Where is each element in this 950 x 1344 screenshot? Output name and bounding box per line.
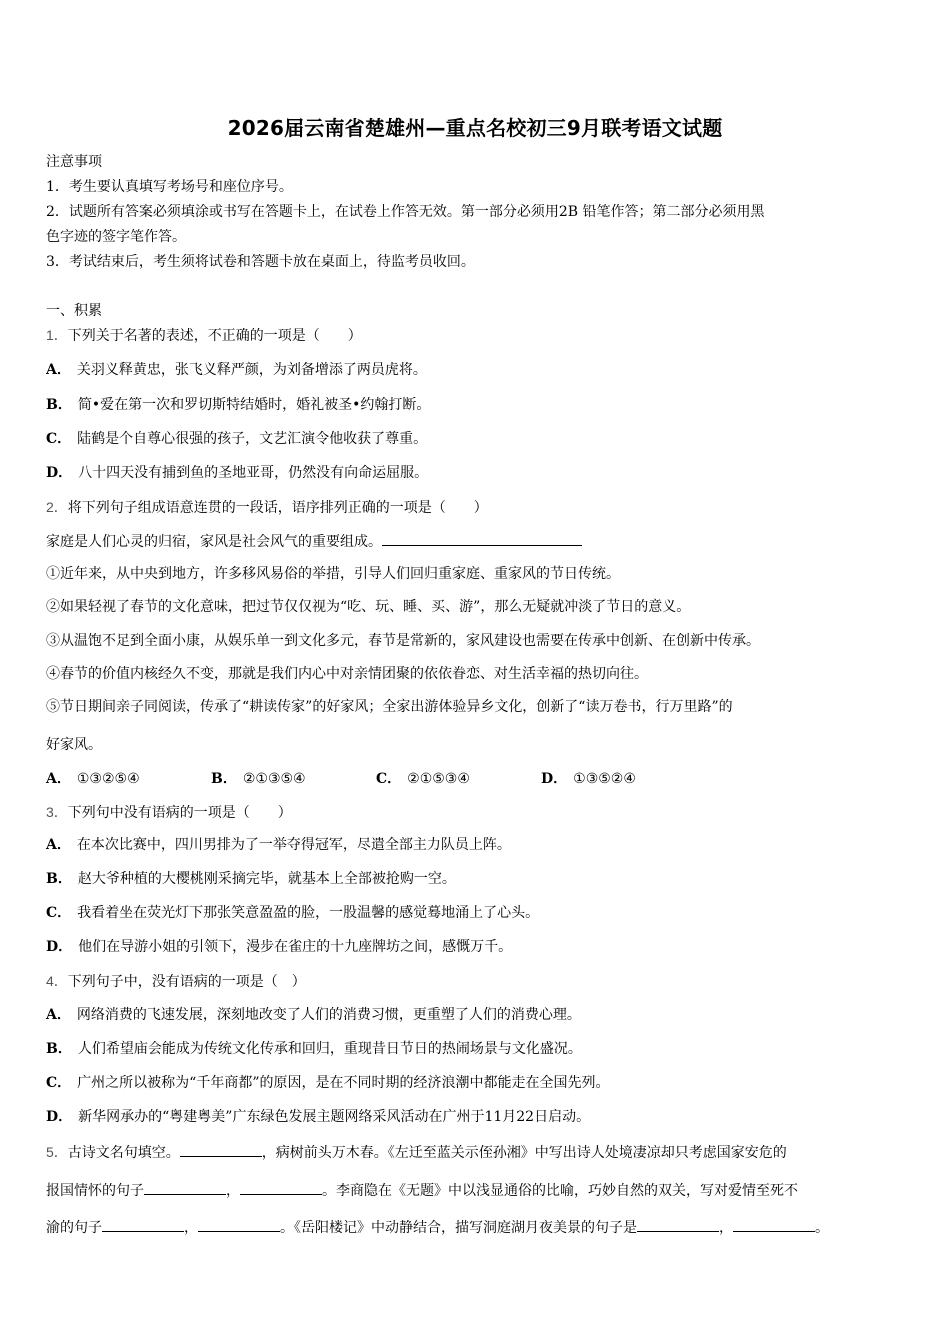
question-text: ，病树前头万木春。《左迁至蓝关示侄孙湘》中写出诗人处境凄凉却只考虑国家安危的 <box>261 1145 787 1161</box>
question-number: 1． <box>46 327 68 343</box>
option-d <box>541 768 706 788</box>
answer-blank <box>240 1180 322 1195</box>
option-text: 人们希望庙会能成为传统文化传承和回归，重现昔日节日的热闹场景与文化盛况。 <box>77 1041 582 1057</box>
option-letter: A． <box>46 1007 71 1023</box>
question-number: 5． <box>46 1144 68 1160</box>
question-text: ， <box>184 1220 198 1236</box>
option-letter: A． <box>46 362 71 378</box>
question-number: 2． <box>46 499 68 515</box>
option-a <box>46 835 511 855</box>
option-letter: C． <box>46 905 72 921</box>
notice-item: 1．考生要认真填写考场号和座位序号。 <box>46 179 293 195</box>
question-number: 4． <box>46 973 68 989</box>
question-text: ， <box>719 1220 733 1236</box>
question-text: 下列句中没有语病的一项是（ ） <box>67 805 292 821</box>
answer-blank <box>198 1217 280 1232</box>
sentence-5: ⑤节日期间亲子同阅读，传承了“耕读传家”的好家风；全家出游体验异乡文化，创新了“读万卷书，行万里路”的 <box>46 699 733 715</box>
notice-item: 3．考试结束后，考生须将试卷和答题卡放在桌面上，待监考员收回。 <box>46 254 475 270</box>
sentence-4: ④春节的价值内核经久不变，那就是我们内心中对亲情团聚的依依眷恋、对生活幸福的热切向往。 <box>46 666 648 682</box>
answer-blank <box>382 531 582 546</box>
sentence-5-cont: 好家风。 <box>46 737 102 753</box>
question-2-options <box>46 768 706 788</box>
question-text: 。李商隐在《无题》中以浅显通俗的比喻，巧妙自然的双关，写对爱情至死不 <box>322 1183 798 1199</box>
option-text: 八十四天没有捕到鱼的圣地亚哥，仍然没有向命运屈服。 <box>78 465 429 481</box>
option-a <box>46 360 427 380</box>
sentence-1: ①近年来，从中央到地方，许多移风易俗的举措，引导人们回归重家庭、重家风的节日传统。 <box>46 566 620 582</box>
question-2-lead <box>46 531 582 552</box>
answer-blank <box>102 1217 184 1232</box>
question-text: 。《岳阳楼记》中动静结合，描写洞庭湖月夜美景的句子是 <box>280 1220 637 1236</box>
question-text: 古诗文名句填空。 <box>67 1145 180 1161</box>
option-text: 广州之所以被称为“千年商都”的原因，是在不同时期的经济浪潮中都能走在全国先列。 <box>77 1075 610 1091</box>
option-text: 简•爱在第一次和罗切斯特结婚时，婚礼被圣•约翰打断。 <box>77 397 431 413</box>
question-text: 下列关于名著的表述，不正确的一项是（ ） <box>67 328 362 344</box>
option-text: 网络消费的飞速发展，深刻地改变了人们的消费习惯，更重塑了人们的消费心理。 <box>76 1007 581 1023</box>
notice-heading: 注意事项 <box>46 154 102 170</box>
option-text: ②①③⑤④ <box>242 771 306 787</box>
option-c <box>46 429 427 449</box>
option-text: ①③⑤②④ <box>573 771 636 787</box>
lead-sentence: 家庭是人们心灵的归宿，家风是社会风气的重要组成。 <box>46 534 382 550</box>
question-1-stem <box>46 325 362 346</box>
option-d <box>46 463 428 483</box>
option-letter: A． <box>46 771 71 787</box>
answer-blank <box>144 1180 226 1195</box>
page-title: 2026届云南省楚雄州—重点名校初三9月联考语文试题 <box>227 116 723 140</box>
question-text: 渝的句子 <box>46 1220 102 1236</box>
option-letter: D． <box>541 771 568 787</box>
option-letter: B． <box>46 1041 72 1057</box>
option-c <box>376 768 541 788</box>
question-text: 下列句子中，没有语病的一项是（ ） <box>67 974 306 990</box>
option-b <box>46 1039 582 1059</box>
answer-blank <box>733 1217 815 1232</box>
option-a <box>46 1005 581 1025</box>
option-text: 我看着坐在荧光灯下那张笑意盈盈的脸，一股温馨的感觉蓦地涌上了心头。 <box>77 905 540 921</box>
question-4-stem <box>46 971 306 992</box>
option-d <box>46 1107 590 1127</box>
option-text: ②①⑤③④ <box>407 771 470 787</box>
option-letter: D． <box>46 465 73 481</box>
option-a <box>46 768 211 788</box>
answer-blank <box>637 1217 719 1232</box>
option-c <box>46 903 539 923</box>
option-letter: B． <box>46 871 72 887</box>
question-5-line-2 <box>46 1180 798 1201</box>
option-c <box>46 1073 609 1093</box>
sentence-2: ②如果轻视了春节的文化意味，把过节仅仅视为“吃、玩、睡、买、游”，那么无疑就冲淡了节日的意义。 <box>46 599 691 615</box>
option-text: 关羽义释黄忠，张飞义释严颜，为刘备增添了两员虎将。 <box>76 362 427 378</box>
question-text: 。 <box>815 1220 829 1236</box>
question-text: 将下列句子组成语意连贯的一段话，语序排列正确的一项是（ ） <box>67 500 488 516</box>
option-letter: B． <box>46 397 72 413</box>
option-letter: D． <box>46 939 73 955</box>
option-letter: D． <box>46 1109 73 1125</box>
option-text: 新华网承办的“粤建粤美”广东绿色发展主题网络采风活动在广州于11月22日启动。 <box>78 1109 591 1125</box>
answer-blank <box>180 1142 262 1157</box>
question-5-line-1 <box>46 1142 787 1163</box>
notice-item: 色字迹的签字笔作答。 <box>46 229 186 245</box>
option-b <box>46 395 430 415</box>
option-text: ①③②⑤④ <box>76 771 140 787</box>
option-letter: B． <box>211 771 237 787</box>
question-3-stem <box>46 802 292 823</box>
option-text: 赵大爷种植的大樱桃刚采摘完毕，就基本上全部被抢购一空。 <box>77 871 456 887</box>
option-b <box>211 768 376 788</box>
option-letter: C． <box>46 431 72 447</box>
question-text: 报国情怀的句子 <box>46 1183 144 1199</box>
notice-item: 2．试题所有答案必须填涂或书写在答题卡上，在试卷上作答无效。第一部分必须用2B 铅笔作答；第二部分必须用黑 <box>46 204 765 220</box>
question-2-stem <box>46 497 488 518</box>
section-heading: 一、积累 <box>46 303 102 319</box>
option-text: 在本次比赛中，四川男排为了一举夺得冠军，尽遣全部主力队员上阵。 <box>76 837 511 853</box>
option-letter: A． <box>46 837 71 853</box>
question-number: 3． <box>46 804 68 820</box>
option-text: 陆鹤是个自尊心很强的孩子，文艺汇演令他收获了尊重。 <box>77 431 428 447</box>
question-text: ， <box>226 1183 240 1199</box>
option-letter: C． <box>376 771 402 787</box>
option-d <box>46 937 512 957</box>
option-letter: C． <box>46 1075 72 1091</box>
question-5-line-3 <box>46 1217 829 1238</box>
sentence-3: ③从温饱不足到全面小康，从娱乐单一到文化多元，春节是常新的，家风建设也需要在传承中创新、在创新中传承。 <box>46 633 760 649</box>
option-text: 他们在导游小姐的引领下，漫步在雀庄的十九座牌坊之间，感慨万千。 <box>78 939 513 955</box>
option-b <box>46 869 456 889</box>
